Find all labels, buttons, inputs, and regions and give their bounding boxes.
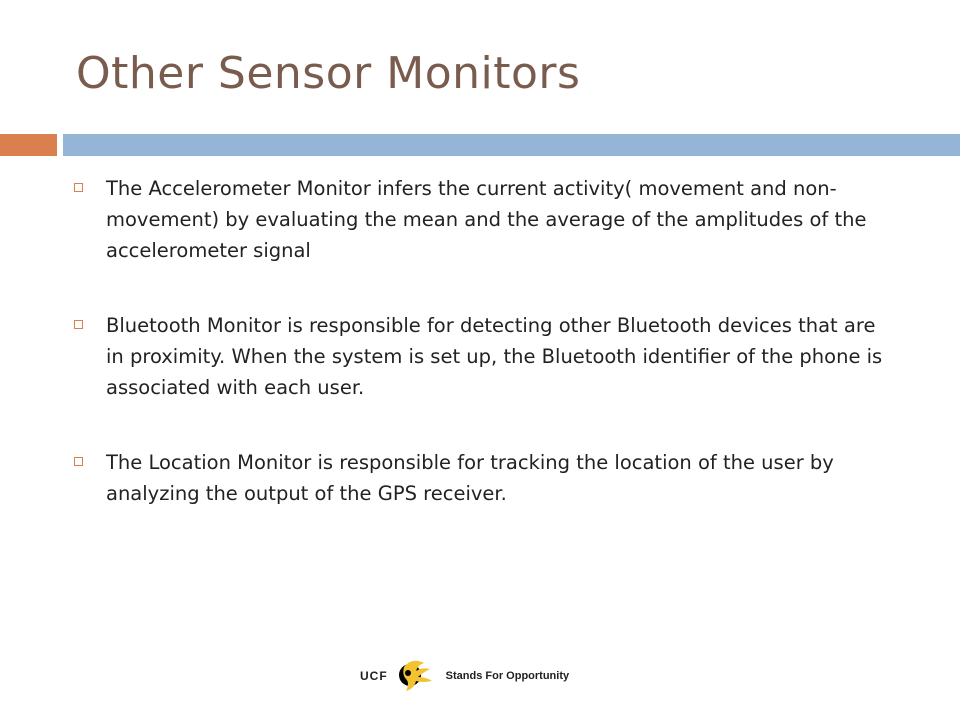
footer-tagline: Stands For Opportunity [445, 670, 570, 682]
square-bullet-icon [74, 457, 83, 466]
list-item [74, 310, 894, 403]
list-item [74, 173, 894, 266]
bullet-text: The Accelerometer Monitor infers the current activity( movement and non-movement) by evaluating the mean and the average of the amplitudes of the accelerometer signal [106, 177, 867, 262]
accent-bar-blue [63, 134, 960, 156]
slide-title: Other Sensor Monitors [76, 48, 581, 99]
footer-org: UCF [360, 669, 388, 683]
bullet-text: Bluetooth Monitor is responsible for detecting other Bluetooth devices that are in proximity. When the system is set up, the Bluetooth identifier of the phone is associated with each user. [106, 314, 883, 399]
list-item [74, 447, 894, 509]
square-bullet-icon [74, 183, 83, 192]
footer-branding [360, 652, 569, 700]
bullet-list [74, 173, 894, 553]
square-bullet-icon [74, 320, 83, 329]
accent-bar-orange [0, 134, 57, 156]
bullet-text: The Location Monitor is responsible for tracking the location of the user by analyzing the output of the GPS receiver. [106, 451, 834, 505]
pegasus-logo-icon [396, 655, 436, 697]
